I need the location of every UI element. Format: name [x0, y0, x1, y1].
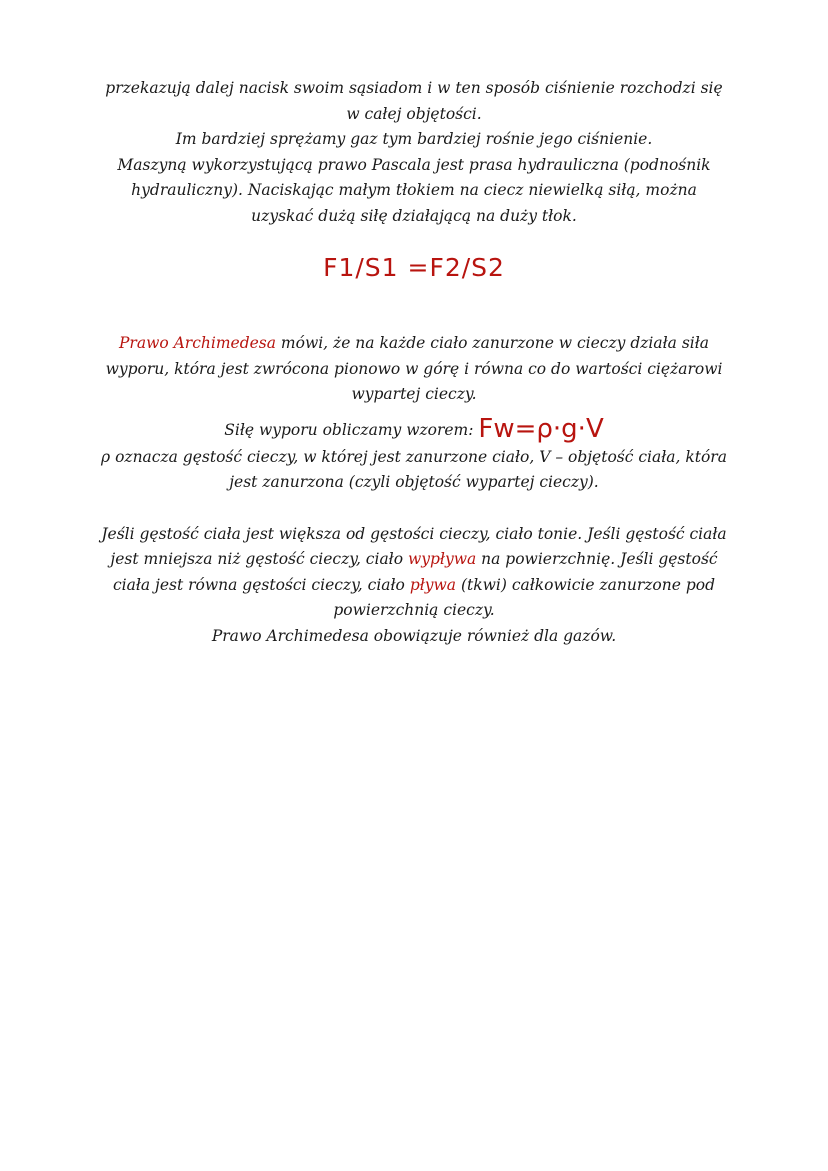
- archimedes-section: [70, 331, 758, 496]
- text-line: przekazują dalej nacisk swoim sąsiadom i w ten sposób ciśnienie rozchodzi się: [105, 79, 723, 97]
- formula-label: Siłę wyporu obliczamy wzorem:: [224, 420, 479, 439]
- text-line: powierzchnią cieczy.: [333, 601, 495, 619]
- text-line: ρ oznacza gęstość cieczy, w której jest zanurzone ciało, V – objętość ciała, która: [101, 447, 727, 466]
- buoyancy-formula: Fw=ρ·g·V: [478, 413, 604, 444]
- highlight-word: wypływa: [407, 550, 477, 568]
- text-line: Jeśli gęstość ciała jest większa od gęstości cieczy, ciało tonie. Jeśli gęstość ciała: [101, 524, 727, 543]
- highlight-word: pływa: [409, 575, 457, 594]
- text-span: na powierzchnię. Jeśli gęstość: [476, 550, 718, 568]
- density-section: [70, 522, 758, 650]
- text-line: uzyskać dużą siłę działającą na duży tłok.: [251, 206, 577, 225]
- text-line: jest zanurzona (czyli objętość wypartej cieczy).: [229, 473, 599, 491]
- text-line: wypartej cieczy.: [351, 385, 477, 403]
- text-line: [70, 331, 758, 357]
- pascal-section: [70, 76, 758, 285]
- pascal-formula: F1/S1 =F2/S2: [323, 253, 505, 282]
- archimedes-term: Prawo Archimedesa: [119, 334, 276, 352]
- document-page: [70, 76, 758, 649]
- text-line: [70, 547, 758, 573]
- text-span: jest mniejsza niż gęstość cieczy, ciało: [110, 550, 408, 568]
- text-line: w całej objętości.: [346, 104, 482, 123]
- text-span: mówi, że na każde ciało zanurzone w cieczy działa siła: [276, 334, 709, 352]
- text-line: wyporu, która jest zwrócona pionowo w górę i równa co do wartości ciężarowi: [105, 359, 723, 378]
- formula-line: [70, 414, 758, 445]
- text-span: ciała jest równa gęstości cieczy, ciało: [112, 575, 410, 594]
- text-span: (tkwi) całkowicie zanurzone pod: [456, 575, 715, 594]
- text-line: [70, 573, 758, 599]
- text-line: Prawo Archimedesa obowiązuje również dla gazów.: [211, 626, 617, 645]
- text-line: Im bardziej sprężamy gaz tym bardziej rośnie jego ciśnienie.: [175, 130, 653, 148]
- text-line: hydrauliczny). Naciskając małym tłokiem na ciecz niewielką siłą, można: [131, 181, 697, 199]
- text-line: Maszyną wykorzystującą prawo Pascala jest prasa hydrauliczna (podnośnik: [117, 155, 711, 174]
